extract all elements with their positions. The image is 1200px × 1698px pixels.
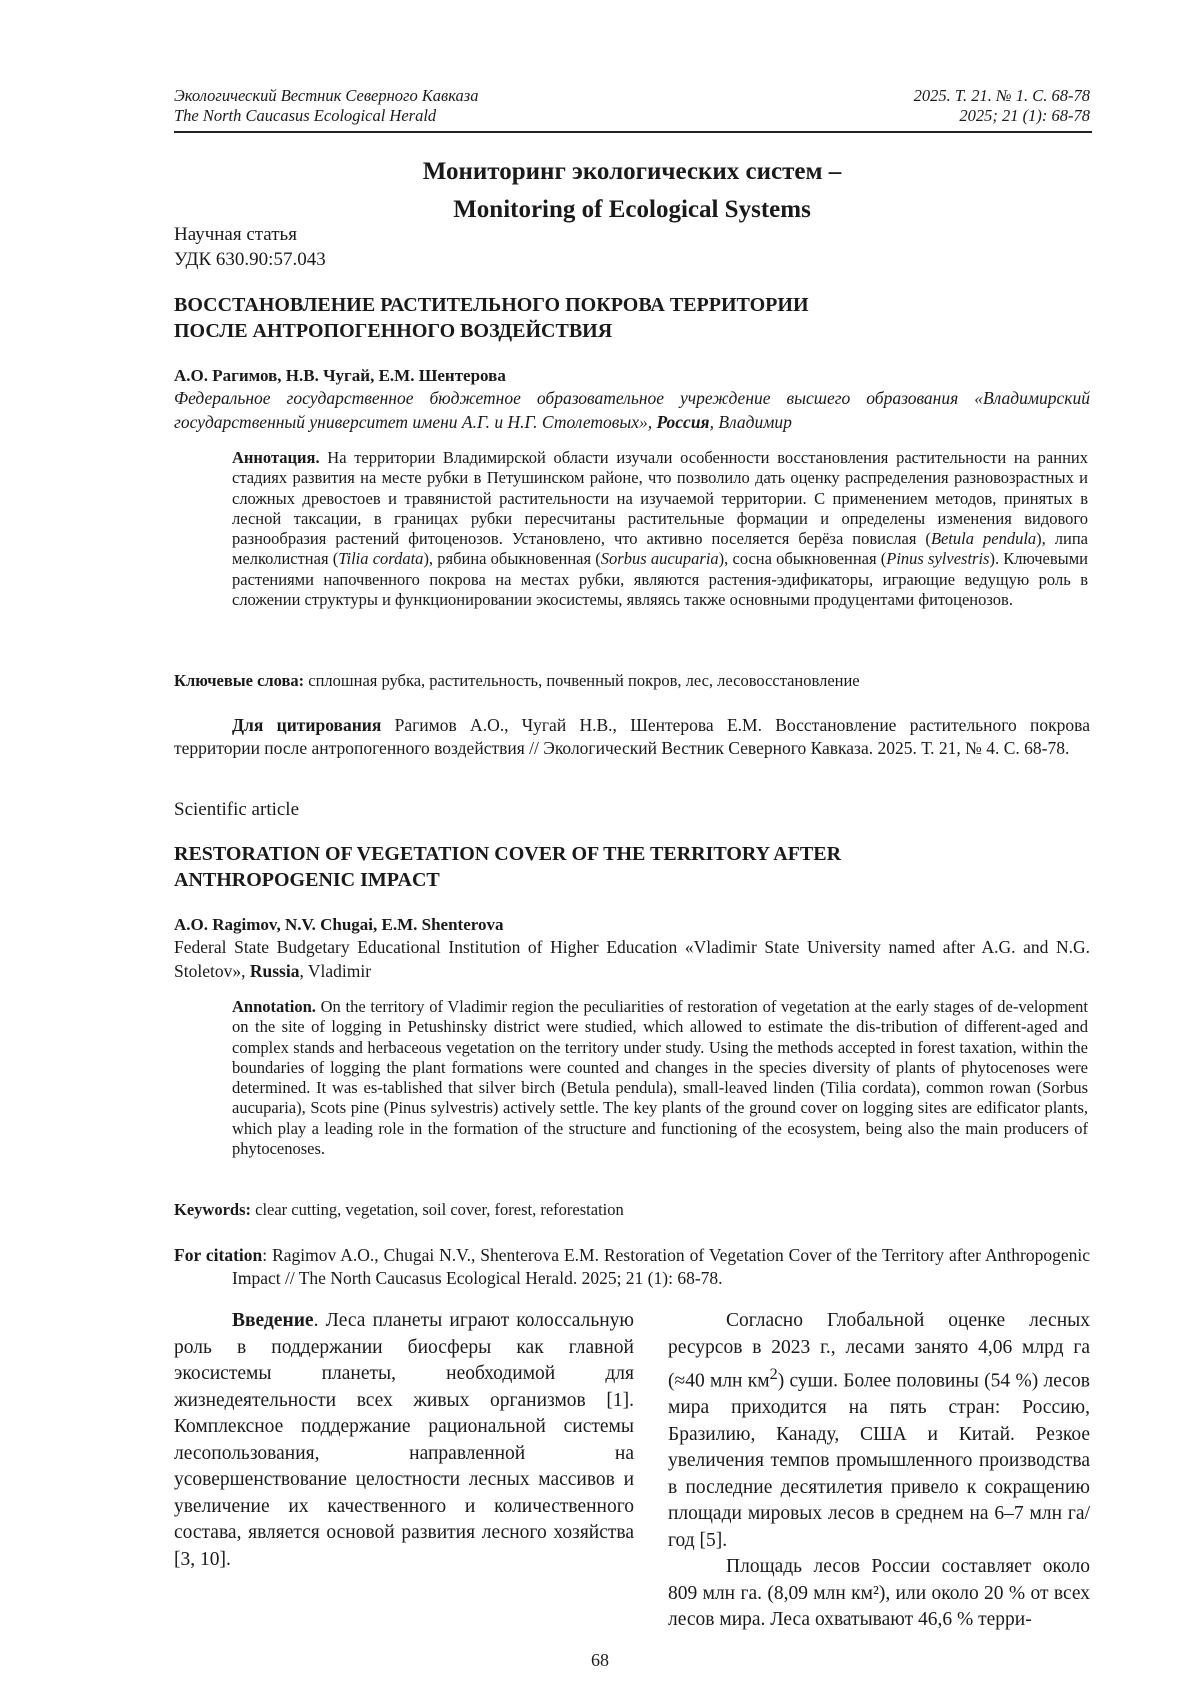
article-type-en: Scientific article (174, 799, 300, 820)
title-ru-line1: ВОССТАНОВЛЕНИЕ РАСТИТЕЛЬНОГО ПОКРОВА ТЕРРИТОРИИ (174, 294, 809, 316)
intro-lead: Введение (232, 1310, 314, 1331)
article-type-ru: Научная статья (174, 224, 297, 245)
affiliation-en (174, 935, 1090, 983)
abstract-ru-text-b: ), липа мелколистная ( (232, 529, 1089, 569)
russia-forest-paragraph: Площадь лесов России составляет около 809 млн га. (8,09 млн км²), или около 20 % от всех лесов мира. Леса охватывают 46,6 % терри- (668, 1556, 1090, 1630)
keywords-ru-lead: Ключевые слова: (174, 671, 305, 690)
abstract-en (232, 997, 1088, 1159)
intro-paragraph (174, 1308, 634, 1573)
title-en-line1: RESTORATION OF VEGETATION COVER OF THE TERRITORY AFTER (174, 843, 842, 865)
abstract-ru (232, 448, 1088, 610)
citation-ru-text: Рагимов А.О., Чугай Н.В., Шентерова Е.М. Восстановление растительного покрова территории после антропогенного воздействия // Экологический Вестник Северного Кавказа. 2025. Т. 21, № 4. С. 68-78. (174, 715, 1090, 758)
abstract-ru-text-e: ). Ключевыми растениями напочвенного покрова на местах рубки, являются растения-эдификаторы, играющие ведущую роль в сложении структуры и функционировании экосистемы, являясь также основными продуцентами фитоценозов. (232, 549, 1088, 610)
abstract-ru-lead: Аннотация. (232, 448, 320, 467)
authors-ru: А.О. Рагимов, Н.В. Чугай, Е.М. Шентерова (174, 366, 506, 385)
title-en-line2: ANTHROPOGENIC IMPACT (174, 869, 440, 891)
forest-resources-text-b: ) суши. Более половины (54 %) лесов мира приходится на пять стран: Россию, Бразилию, Канаду, США и Китай. Резкое увеличения темпов промышленного производства в последние десятилетия привело к сокращению площади мировых лесов в среднем на 6–7 млн га/год [5]. (668, 1370, 1090, 1551)
affiliation-ru-text: Федеральное государственное бюджетное образовательное учреждение высшего образования «Владимирский государственный университет имени А.Г. и Н.Г. Столетовых», (174, 388, 1090, 432)
affiliation-ru (174, 386, 1090, 434)
affiliation-ru-city: , Владимир (709, 412, 792, 432)
abstract-ru-text-d: ), сосна обыкновенная ( (718, 549, 887, 569)
section-title (174, 153, 1090, 229)
keywords-ru-text: сплошная рубка, растительность, почвенный покров, лес, лесовосстановление (304, 671, 860, 690)
body-column-left (174, 1308, 634, 1573)
title-ru-line2: ПОСЛЕ АНТРОПОГЕННОГО ВОЗДЕЙСТВИЯ (174, 320, 613, 342)
section-title-en: Monitoring of Ecological Systems (453, 196, 811, 223)
udc-code: УДК 630.90:57.043 (174, 249, 326, 270)
abstract-en-lead: Annotation. (232, 997, 316, 1016)
forest-resources-text-a: Согласно Глобальной оценке лесных ресурсов в 2023 г., лесами занято 4,06 млрд га (≈40 млн км (668, 1310, 1090, 1392)
title-ru (174, 292, 1090, 344)
abstract-ru-text-c: ), рябина обыкновенная ( (423, 549, 601, 569)
journal-name-en: The North Caucasus Ecological Herald (174, 106, 437, 125)
abstract-en-text: On the territory of Vladimir region the peculiarities of restoration of vegetation at the early stages of de-velopment on the site of logging in Petushinsky district were studied, which allowed to estimate the dis-tribution of different-aged and complex stands and herbaceous vegetation on the territory under study. Using the methods accepted in forest taxation, within the boundaries of logging the plant formations were counted and changes in the species diversity of plants of phytocenoses were determined. It was es-tablished that silver birch (Betula pendula), small-leaved linden (Tilia cordata), common rowan (Sorbus aucuparia), Scots pine (Pinus sylvestris) actively settle. The key plants of the ground cover on logging sites are edificator plants, which play a leading role in the formation of the structure and functioning of the ecosystem, being also the main producers of phytocenoses. (232, 997, 1088, 1159)
keywords-ru (174, 671, 1090, 691)
keywords-en (174, 1200, 1090, 1220)
page-number: 68 (591, 1650, 609, 1670)
keywords-en-text: clear cutting, vegetation, soil cover, forest, reforestation (251, 1200, 624, 1219)
citation-en-lead: For citation (174, 1245, 263, 1265)
citation-ru-lead: Для цитирования (232, 715, 382, 735)
superscript: 2 (769, 1365, 778, 1383)
affiliation-ru-country: Россия (656, 412, 710, 432)
issue-ru: 2025. Т. 21. № 1. С. 68-78 (913, 86, 1090, 105)
affiliation-en-country: Russia (249, 961, 300, 981)
intro-text: . Леса планеты играют колоссальную роль в поддержании биосферы как главной экосистемы планеты, необходимой для жизнедеятельности всех живых организмов [1]. Комплексное поддержание рациональной системы лесопользования, направленной на усовершенствование целостности лесных массивов и увеличение их качественного и количественного состава, является основой развития лесного хозяйства [3, 10]. (174, 1310, 634, 1570)
title-en (174, 841, 1090, 893)
section-title-ru: Мониторинг экологических систем – (422, 158, 842, 185)
header-rule (174, 131, 1092, 133)
species-tilia: Tilia cordata (338, 549, 424, 569)
forest-resources-paragraph (668, 1308, 1090, 1554)
issue-en: 2025; 21 (1): 68-78 (959, 106, 1090, 125)
abstract-ru-text: На территории Владимирской области изучали особенности восстановления растительности на ранних стадиях развития на месте рубки в Петушинском районе, что позволило дать оценку распределения разновозрастных и сложных древостоев и травянистой растительности на изучаемой территории. С применением методов, принятых в лесной таксации, в границах рубки пересчитаны растительные формации и определены изменения видового разнообразия растений фитоценозов. Установлено, что активно поселяется берёза повислая ( (232, 448, 1088, 549)
species-betula: Betula pendula (930, 529, 1037, 549)
keywords-en-lead: Keywords: (174, 1200, 251, 1219)
authors-en: A.O. Ragimov, N.V. Chugai, E.M. Shenterova (174, 915, 504, 934)
citation-en (174, 1244, 1090, 1290)
journal-name-ru: Экологический Вестник Северного Кавказа (174, 86, 479, 105)
species-sorbus: Sorbus aucuparia (600, 549, 719, 569)
citation-en-text: : Ragimov A.O., Chugai N.V., Shenterova E.M. Restoration of Vegetation Cover of the Territory after Anthropogenic Impact // The North Caucasus Ecological Herald. 2025; 21 (1): 68-78. (232, 1245, 1090, 1288)
citation-ru (174, 714, 1090, 760)
affiliation-en-text: Federal State Budgetary Educational Institution of Higher Education «Vladimir State University named after A.G. and N.G. Stoletov», (174, 937, 1090, 981)
running-header (174, 86, 1090, 126)
species-pinus: Pinus sylvestris (886, 549, 990, 569)
body-column-right (668, 1308, 1090, 1634)
affiliation-en-city: , Vladimir (299, 961, 372, 981)
